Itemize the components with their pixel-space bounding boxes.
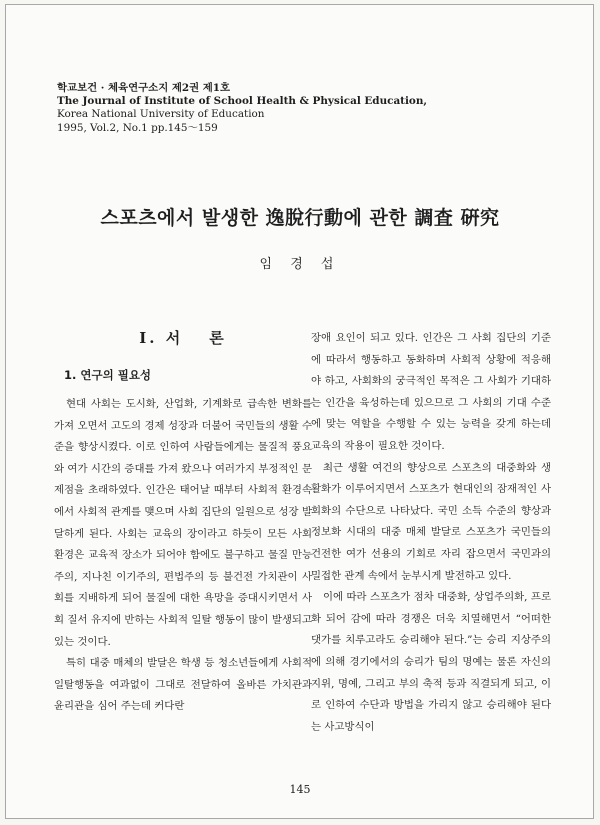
journal-institution: Korea National University of Education xyxy=(57,108,265,121)
page-number: 145 xyxy=(289,783,311,796)
right-paragraph-1: 장애 요인이 되고 있다. 인간은 그 사회 집단의 기준에 따라서 행동하고 동화하며 사회적 상황에 적응해야 하고, 사회화의 궁극적인 목적은 그 사회가 기대하는 인간을 육성하는데 있으므로 그 사회의 기대 수준에 맞는 역할을 수행할 수 있는 능력을 갖게 하는데 교육의 작용이 필요한 것이다. xyxy=(311,332,551,452)
paper-title: 스포츠에서 발생한 逸脫行動에 관한 調査 硏究 xyxy=(100,207,500,229)
section-heading xyxy=(54,327,312,348)
left-paragraph-2: 특히 대중 매체의 발달은 학생 등 청소년들에게 사회적 일탈행동을 여과없이 그대로 전달하여 올바른 가치관과 윤리관을 심어 주는데 커다란 xyxy=(54,657,312,713)
journal-header xyxy=(57,82,427,135)
journal-korean-title: 학교보건 · 체육연구소지 제2권 제1호 xyxy=(57,82,231,94)
journal-english-title: The Journal of Institute of School Health & Physical Education, xyxy=(57,95,428,108)
right-paragraph-3: 이에 따라 스포츠가 점차 대중화, 상업주의화, 프로화 되어 감에 따라 경쟁은 더욱 치열해면서 “어떠한 댓가를 치루고라도 승리해야 된다.”는 승리 지상주의에 의해 경기에서의 승리가 팀의 명예는 물론 자신의 지위, 명예, 그리고 부의 축적 등과 직결되게 되고, 이로 인하여 수단과 방법을 가리지 않고 승리해야 된다는 사고방식이 xyxy=(311,591,551,733)
journal-citation: 1995, Vol.2, No.1 pp.145～159 xyxy=(57,121,218,134)
right-column xyxy=(311,328,551,738)
right-paragraph-2: 최근 생활 여건의 향상으로 스포츠의 대중화와 생활화가 이루어지면서 스포츠가 현대인의 잠재적인 사회화의 수단으로 나타났다. 국민 소득 수준의 향상과 정보화 시대의 대중 매체 발달로 스포츠가 국민들의 건전한 여가 선용의 기회로 자리 잡으면서 국민과의 밀접한 관계 속에서 눈부시게 발전하고 있다. xyxy=(311,461,551,582)
left-paragraph-1: 현대 사회는 도시화, 산업화, 기계화로 급속한 변화를 가져 오면서 고도의 경제 성장과 더불어 국민들의 생활 수준을 향상시켰다. 이로 인하여 사람들에게는 물질적 풍요와 여가 시간의 증대를 가져 왔으나 여러가지 부정적인 문제점을 초래하였다. 인간은 태어날 때부터 사회적 환경속에서 사회적 관계를 맺으며 사회 집단의 일원으로 성장 발달하게 된다. 사회는 교육의 장이라고 하듯이 모든 사회 환경은 교육적 장소가 되어야 함에도 불구하고 물질 만능주의, 지나친 이기주의, 편법주의 등 불건전 가치관이 사회를 지배하게 되어 물질에 대한 욕망을 증대시키면서 사회 질서 유지에 반하는 사회적 일탈 행동이 많이 발생되고 있는 것이다. xyxy=(54,398,312,648)
section-number: Ⅰ. 서 xyxy=(139,329,184,347)
section-label: 론 xyxy=(209,329,227,347)
subsection-heading: 1. 연구의 필요성 xyxy=(64,368,152,382)
author: 임 경 섭 xyxy=(259,257,341,272)
left-column xyxy=(54,394,312,718)
